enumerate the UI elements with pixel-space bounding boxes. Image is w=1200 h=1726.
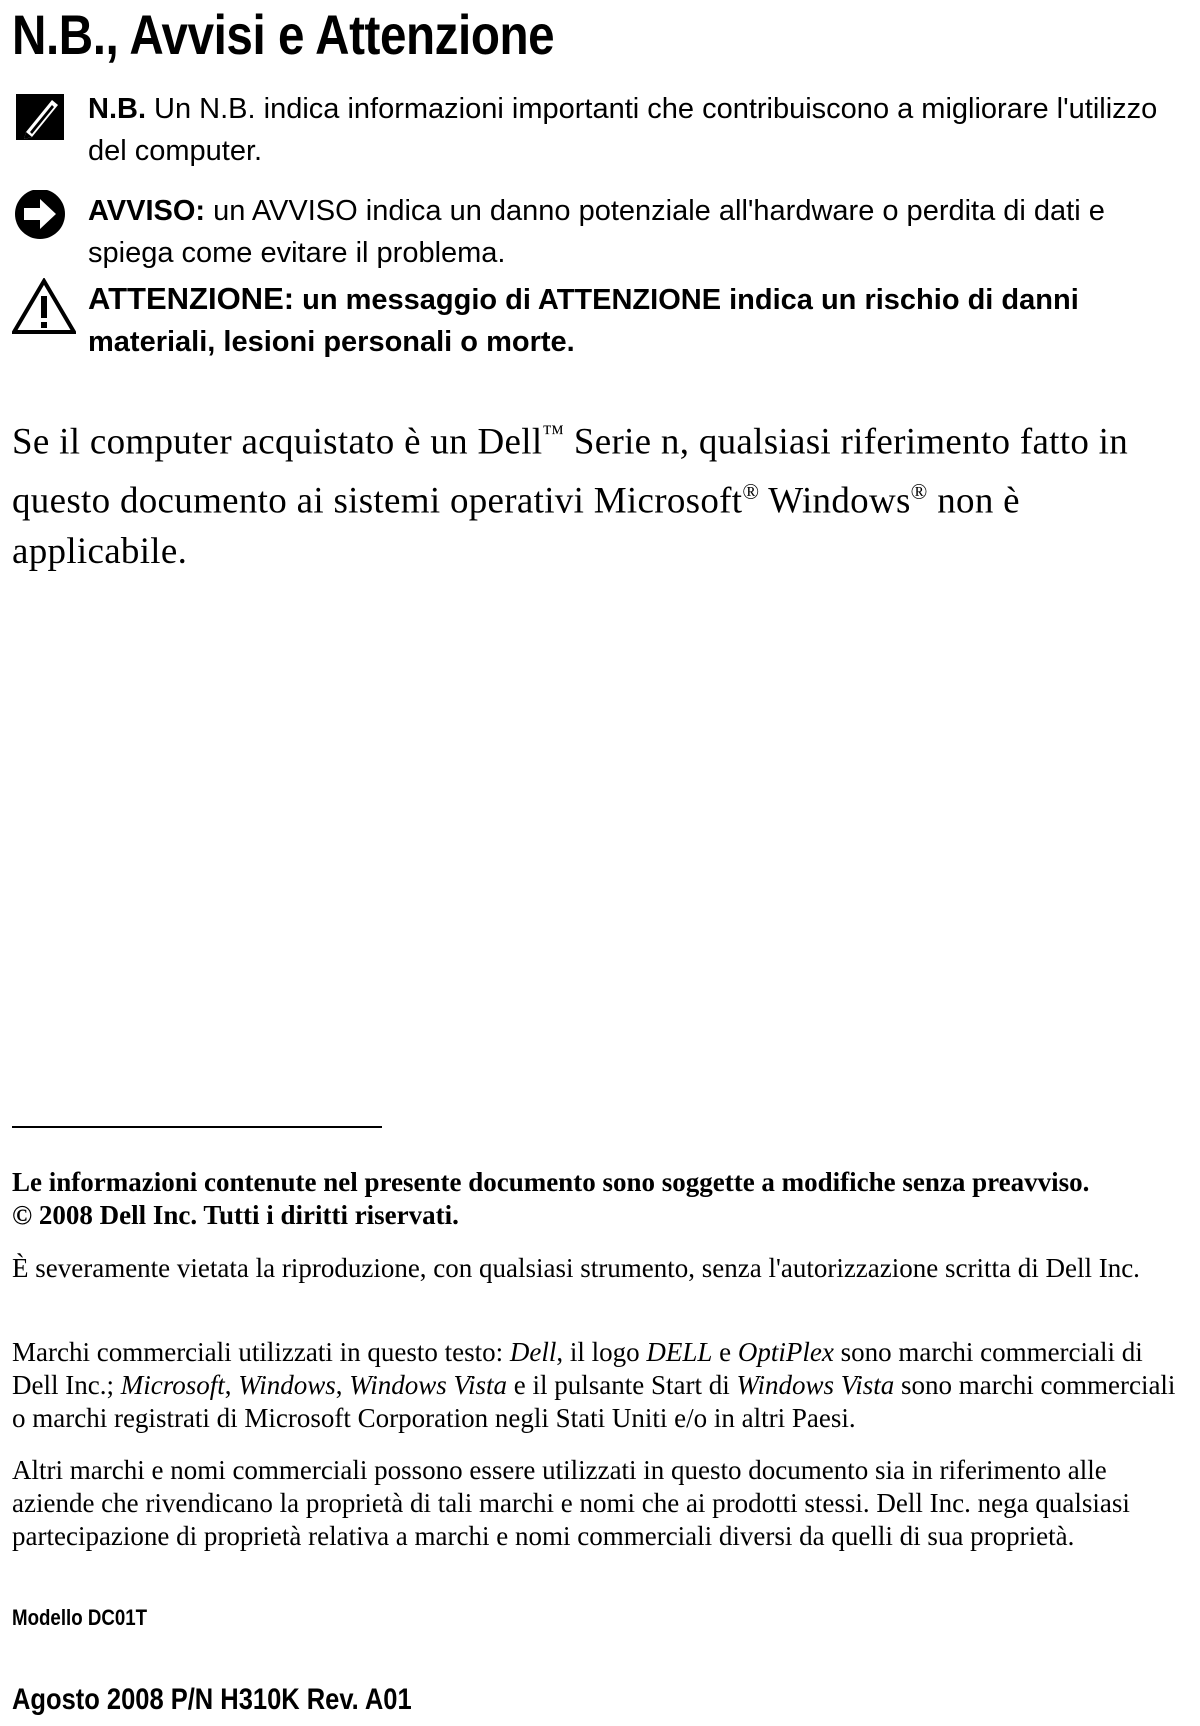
note-body: Un N.B. indica informazioni importanti che contribuiscono a migliorare l'utilizzo del computer.	[88, 93, 1158, 167]
copyright-line: © 2008 Dell Inc. Tutti i diritti riservati.	[12, 1200, 459, 1230]
date-part-number: Agosto 2008 P/N H310K Rev. A01	[12, 1683, 412, 1716]
trademarks-text: e	[712, 1337, 738, 1367]
trademark-windows: Windows	[238, 1370, 336, 1400]
trademark-symbol: ™	[542, 420, 565, 445]
pencil-note-icon	[12, 88, 76, 152]
trademarks-text: sono marchi commerciali o marchi registrati di Microsoft Corporation negli Stati Uniti e/o in altri Paesi.	[12, 1370, 1176, 1433]
note-label: N.B.	[88, 93, 146, 125]
caution-body: un messaggio di ATTENZIONE indica un rischio di danni materiali, lesioni personali o morte.	[88, 284, 1079, 358]
trademarks-text: , il logo	[556, 1337, 647, 1367]
arrow-circle-icon	[12, 190, 76, 254]
caution-text	[88, 278, 1193, 363]
dell-para-text-3: Windows	[759, 480, 911, 522]
dell-series-note	[12, 408, 1192, 577]
warning-body: un AVVISO indica un danno potenziale all'hardware o perdita di dati e spiega come evitare il problema.	[88, 195, 1105, 269]
registered-symbol: ®	[742, 479, 760, 505]
other-trademarks-paragraph: Altri marchi e nomi commerciali possono essere utilizzati in questo documento sia in riferimento alle aziende che rivendicano la proprietà di tali marchi e nomi che ai prodotti stessi. Dell Inc. nega qualsiasi partecipazione di proprietà relativa a marchi e nomi commerciali diversi da quelli di sua proprietà.	[12, 1455, 1130, 1551]
trademark-windows-vista: Windows Vista	[736, 1370, 895, 1400]
trademarks-text: Marchi commerciali utilizzati in questo testo:	[12, 1337, 510, 1367]
footnote-divider	[12, 1126, 382, 1128]
registered-symbol: ®	[910, 479, 928, 505]
warning-triangle-icon	[12, 278, 76, 342]
trademark-optiplex: OptiPlex	[737, 1337, 834, 1367]
trademark-dell-logo: DELL	[646, 1337, 713, 1367]
dell-para-text-4: non è applicabile.	[12, 480, 1020, 572]
warning-text	[88, 190, 1193, 274]
reproduction-notice: È severamente vietata la riproduzione, con qualsiasi strumento, senza l'autorizzazione scritta di Dell Inc.	[12, 1253, 1140, 1283]
trademark-windows-vista: Windows Vista	[349, 1370, 508, 1400]
dell-para-text-2: Serie n, qualsiasi riferimento fatto in questo documento ai sistemi operativi Microsoft	[12, 421, 1129, 522]
trademarks-paragraph	[12, 1336, 1192, 1435]
trademarks-text: ,	[335, 1370, 350, 1400]
trademarks-text: e il pulsante Start di	[507, 1370, 737, 1400]
model-number: Modello DC01T	[12, 1605, 148, 1630]
note-text	[88, 88, 1193, 172]
caution-label: ATTENZIONE:	[88, 281, 295, 316]
legal-notice	[12, 1166, 1192, 1232]
trademark-dell: Dell	[509, 1337, 557, 1367]
page-title: N.B., Avvisi e Attenzione	[12, 3, 555, 66]
legal-notice-line-1: Le informazioni contenute nel presente documento sono soggette a modifiche senza preavviso.	[12, 1167, 1090, 1197]
trademark-microsoft: Microsoft	[120, 1370, 225, 1400]
warning-label: AVVISO:	[88, 195, 206, 227]
dell-para-text-1: Se il computer acquistato è un Dell	[12, 421, 543, 463]
trademarks-text: ,	[224, 1370, 239, 1400]
trademarks-text: sono marchi commerciali di Dell Inc.;	[12, 1337, 1143, 1400]
